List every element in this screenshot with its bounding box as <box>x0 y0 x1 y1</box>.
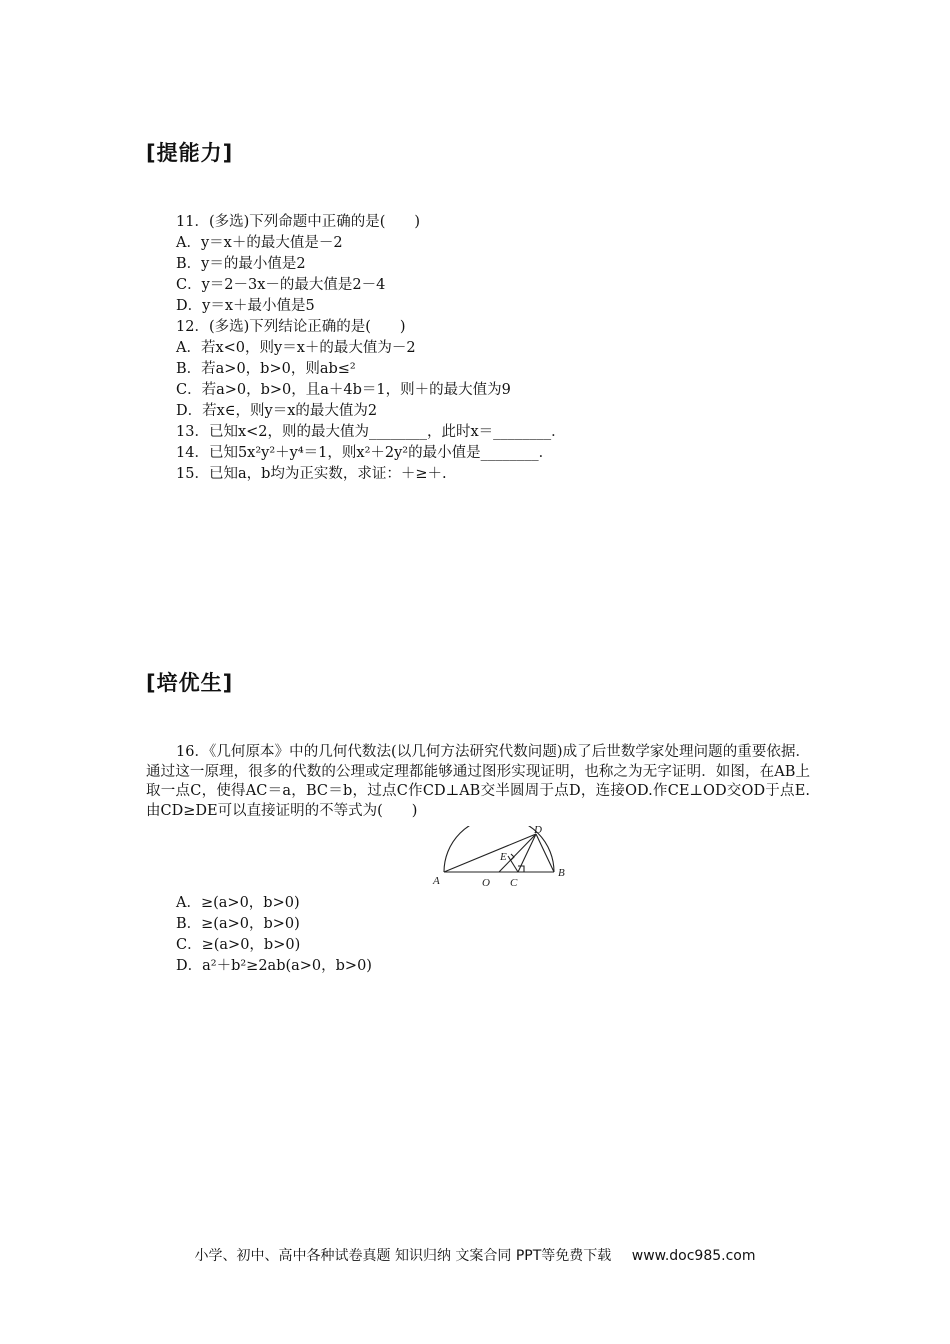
q11-stem: 11．(多选)下列命题中正确的是( ) <box>176 214 421 230</box>
q12-option-b: B．若a>0，b>0，则ab≤² <box>176 361 356 377</box>
label-b: B <box>558 867 565 879</box>
q11-option-a: A．y＝x＋的最大值是－2 <box>176 235 343 251</box>
footer-text: 小学、初中、高中各种试卷真题 知识归纳 文案合同 PPT等免费下载 <box>194 1248 612 1264</box>
footer-site-link[interactable]: www.doc985.com <box>631 1248 756 1264</box>
q15: 15．已知a，b均为正实数，求证：＋≥＋. <box>176 466 447 482</box>
q11-option-c: C．y＝2－3x－的最大值是2－4 <box>176 277 386 293</box>
label-o: O <box>482 877 490 889</box>
q16-option-d: D．a²＋b²≥2ab(a>0，b>0) <box>176 958 372 974</box>
q12-option-d: D．若x∈，则y＝x的最大值为2 <box>176 403 378 419</box>
q11-option-d: D．y＝x＋最小值是5 <box>176 298 315 314</box>
label-d: D <box>534 826 542 836</box>
q16-stem: 16．《几何原本》中的几何代数法(以几何方法研究代数问题)成了后世数学家处理问题的重要依据．通过这一原理，很多的代数的公理或定理都能够通过图形实现证明，也称之为无字证明．如图，在AB上取一点C，使得AC＝a，BC＝b，过点C作CD⊥AB交半圆周于点D，连接OD.作CE⊥OD交OD于点E.由CD≥DE可以直接证明的不等式为( ) <box>146 744 810 819</box>
q16-option-b: B．≥(a>0，b>0) <box>176 916 300 932</box>
page-footer <box>0 1245 950 1265</box>
semicircle-figure <box>430 826 570 892</box>
label-e: E <box>500 851 507 863</box>
q12-option-a: A．若x<0，则y＝x＋的最大值为－2 <box>176 340 416 356</box>
right-angle-mark-e <box>511 854 514 860</box>
label-c: C <box>510 877 518 889</box>
q13: 13．已知x<2，则的最大值为________，此时x＝________． <box>176 424 566 440</box>
q11-option-b: B．y＝的最小值是2 <box>176 256 306 272</box>
section-heading-ability: [提能力] <box>146 141 234 165</box>
q12-option-c: C．若a>0，b>0，且a＋4b＝1，则＋的最大值为9 <box>176 382 511 398</box>
q16-option-a: A．≥(a>0，b>0) <box>176 895 300 911</box>
q14: 14．已知5x²y²＋y⁴＝1，则x²＋2y²的最小值是________． <box>176 445 554 461</box>
q12-stem: 12．(多选)下列结论正确的是( ) <box>176 319 406 335</box>
section-heading-excellence: [培优生] <box>146 671 234 695</box>
label-a: A <box>433 875 440 887</box>
q16-option-c: C．≥(a>0，b>0) <box>176 937 301 953</box>
